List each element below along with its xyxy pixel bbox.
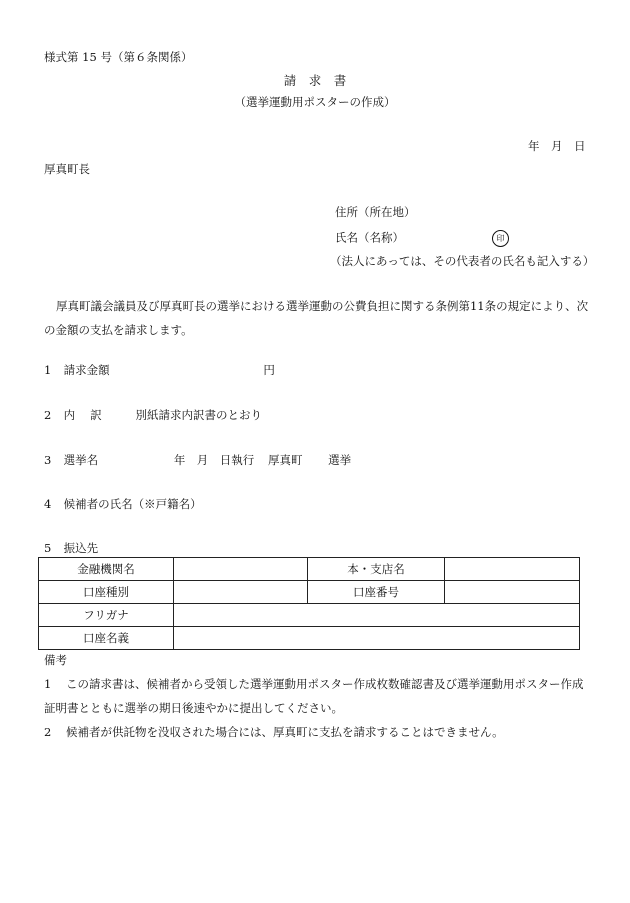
amount-unit: 円: [263, 363, 275, 377]
item-number: 4: [44, 497, 52, 511]
table-row: [39, 604, 580, 627]
bank-name-label: 金融機関名: [39, 558, 174, 581]
item-breakdown: [44, 407, 262, 423]
table-row: [39, 558, 580, 581]
election-town: 厚真町: [267, 453, 303, 467]
account-holder-label: 口座名義: [39, 627, 174, 650]
remark-text: 候補者が供託物を没収された場合には、厚真町に支払を請求することはできません。: [66, 725, 504, 739]
breakdown-value: 別紙請求内訳書のとおり: [135, 408, 262, 422]
seal-icon: 印: [492, 230, 509, 247]
remarks-heading: 備考: [44, 653, 67, 667]
item-label: 振込先: [63, 541, 99, 555]
applicant-block: [335, 207, 509, 253]
election-date: 年 月 日執行: [173, 453, 255, 467]
representative-note: （法人にあっては、その代表者の氏名も記入する）: [330, 254, 595, 268]
item-number: 1: [44, 363, 52, 377]
remark-note: [44, 720, 594, 744]
table-row: [39, 581, 580, 604]
item-election: [44, 452, 351, 468]
item-amount: [44, 362, 275, 378]
item-label: 候補者の氏名（※戸籍名）: [63, 497, 202, 511]
table-row: [39, 627, 580, 650]
account-number-label: 口座番号: [308, 581, 445, 604]
bank-info-table: [38, 557, 580, 650]
date-line: 年 月 日: [528, 139, 586, 153]
document-title: 請 求 書: [283, 73, 347, 88]
account-number-field[interactable]: [445, 581, 580, 604]
remark-note: [44, 672, 594, 720]
account-type-label: 口座種別: [39, 581, 174, 604]
name-label: 氏名（名称）: [335, 230, 404, 245]
addressee: 厚真町長: [44, 162, 90, 176]
branch-field[interactable]: [445, 558, 580, 581]
account-holder-field[interactable]: [174, 627, 580, 650]
furigana-field[interactable]: [174, 604, 580, 627]
name-row: [335, 230, 509, 253]
item-number: 3: [44, 453, 52, 467]
form-number: 様式第 15 号（第６条関係）: [44, 50, 193, 64]
item-transfer: [44, 540, 98, 556]
item-label: 請求金額: [63, 363, 110, 377]
furigana-label: フリガナ: [39, 604, 174, 627]
item-number: 5: [44, 541, 52, 555]
account-type-field[interactable]: [174, 581, 308, 604]
branch-label: 本・支店名: [308, 558, 445, 581]
item-label: 選挙名: [63, 453, 99, 467]
item-candidate: [44, 496, 202, 512]
address-label: 住所（所在地）: [335, 205, 416, 219]
item-label: 内 訳: [63, 408, 102, 422]
item-number: 2: [44, 408, 52, 422]
bank-name-field[interactable]: [174, 558, 308, 581]
election-suffix: 選挙: [328, 453, 352, 467]
remark-number: 2: [44, 725, 52, 739]
remark-number: 1: [44, 677, 52, 691]
request-body-text: 厚真町議会議員及び厚真町長の選挙における選挙運動の公費負担に関する条例第11条の規定により、次の金額の支払を請求します。: [44, 299, 589, 337]
document-subtitle: （選挙運動用ポスターの作成）: [234, 95, 396, 109]
remark-text: この請求書は、候補者から受領した選挙運動用ポスター作成枚数確認書及び選挙運動用ポスター作成証明書とともに選挙の期日後速やかに提出してください。: [44, 677, 584, 715]
